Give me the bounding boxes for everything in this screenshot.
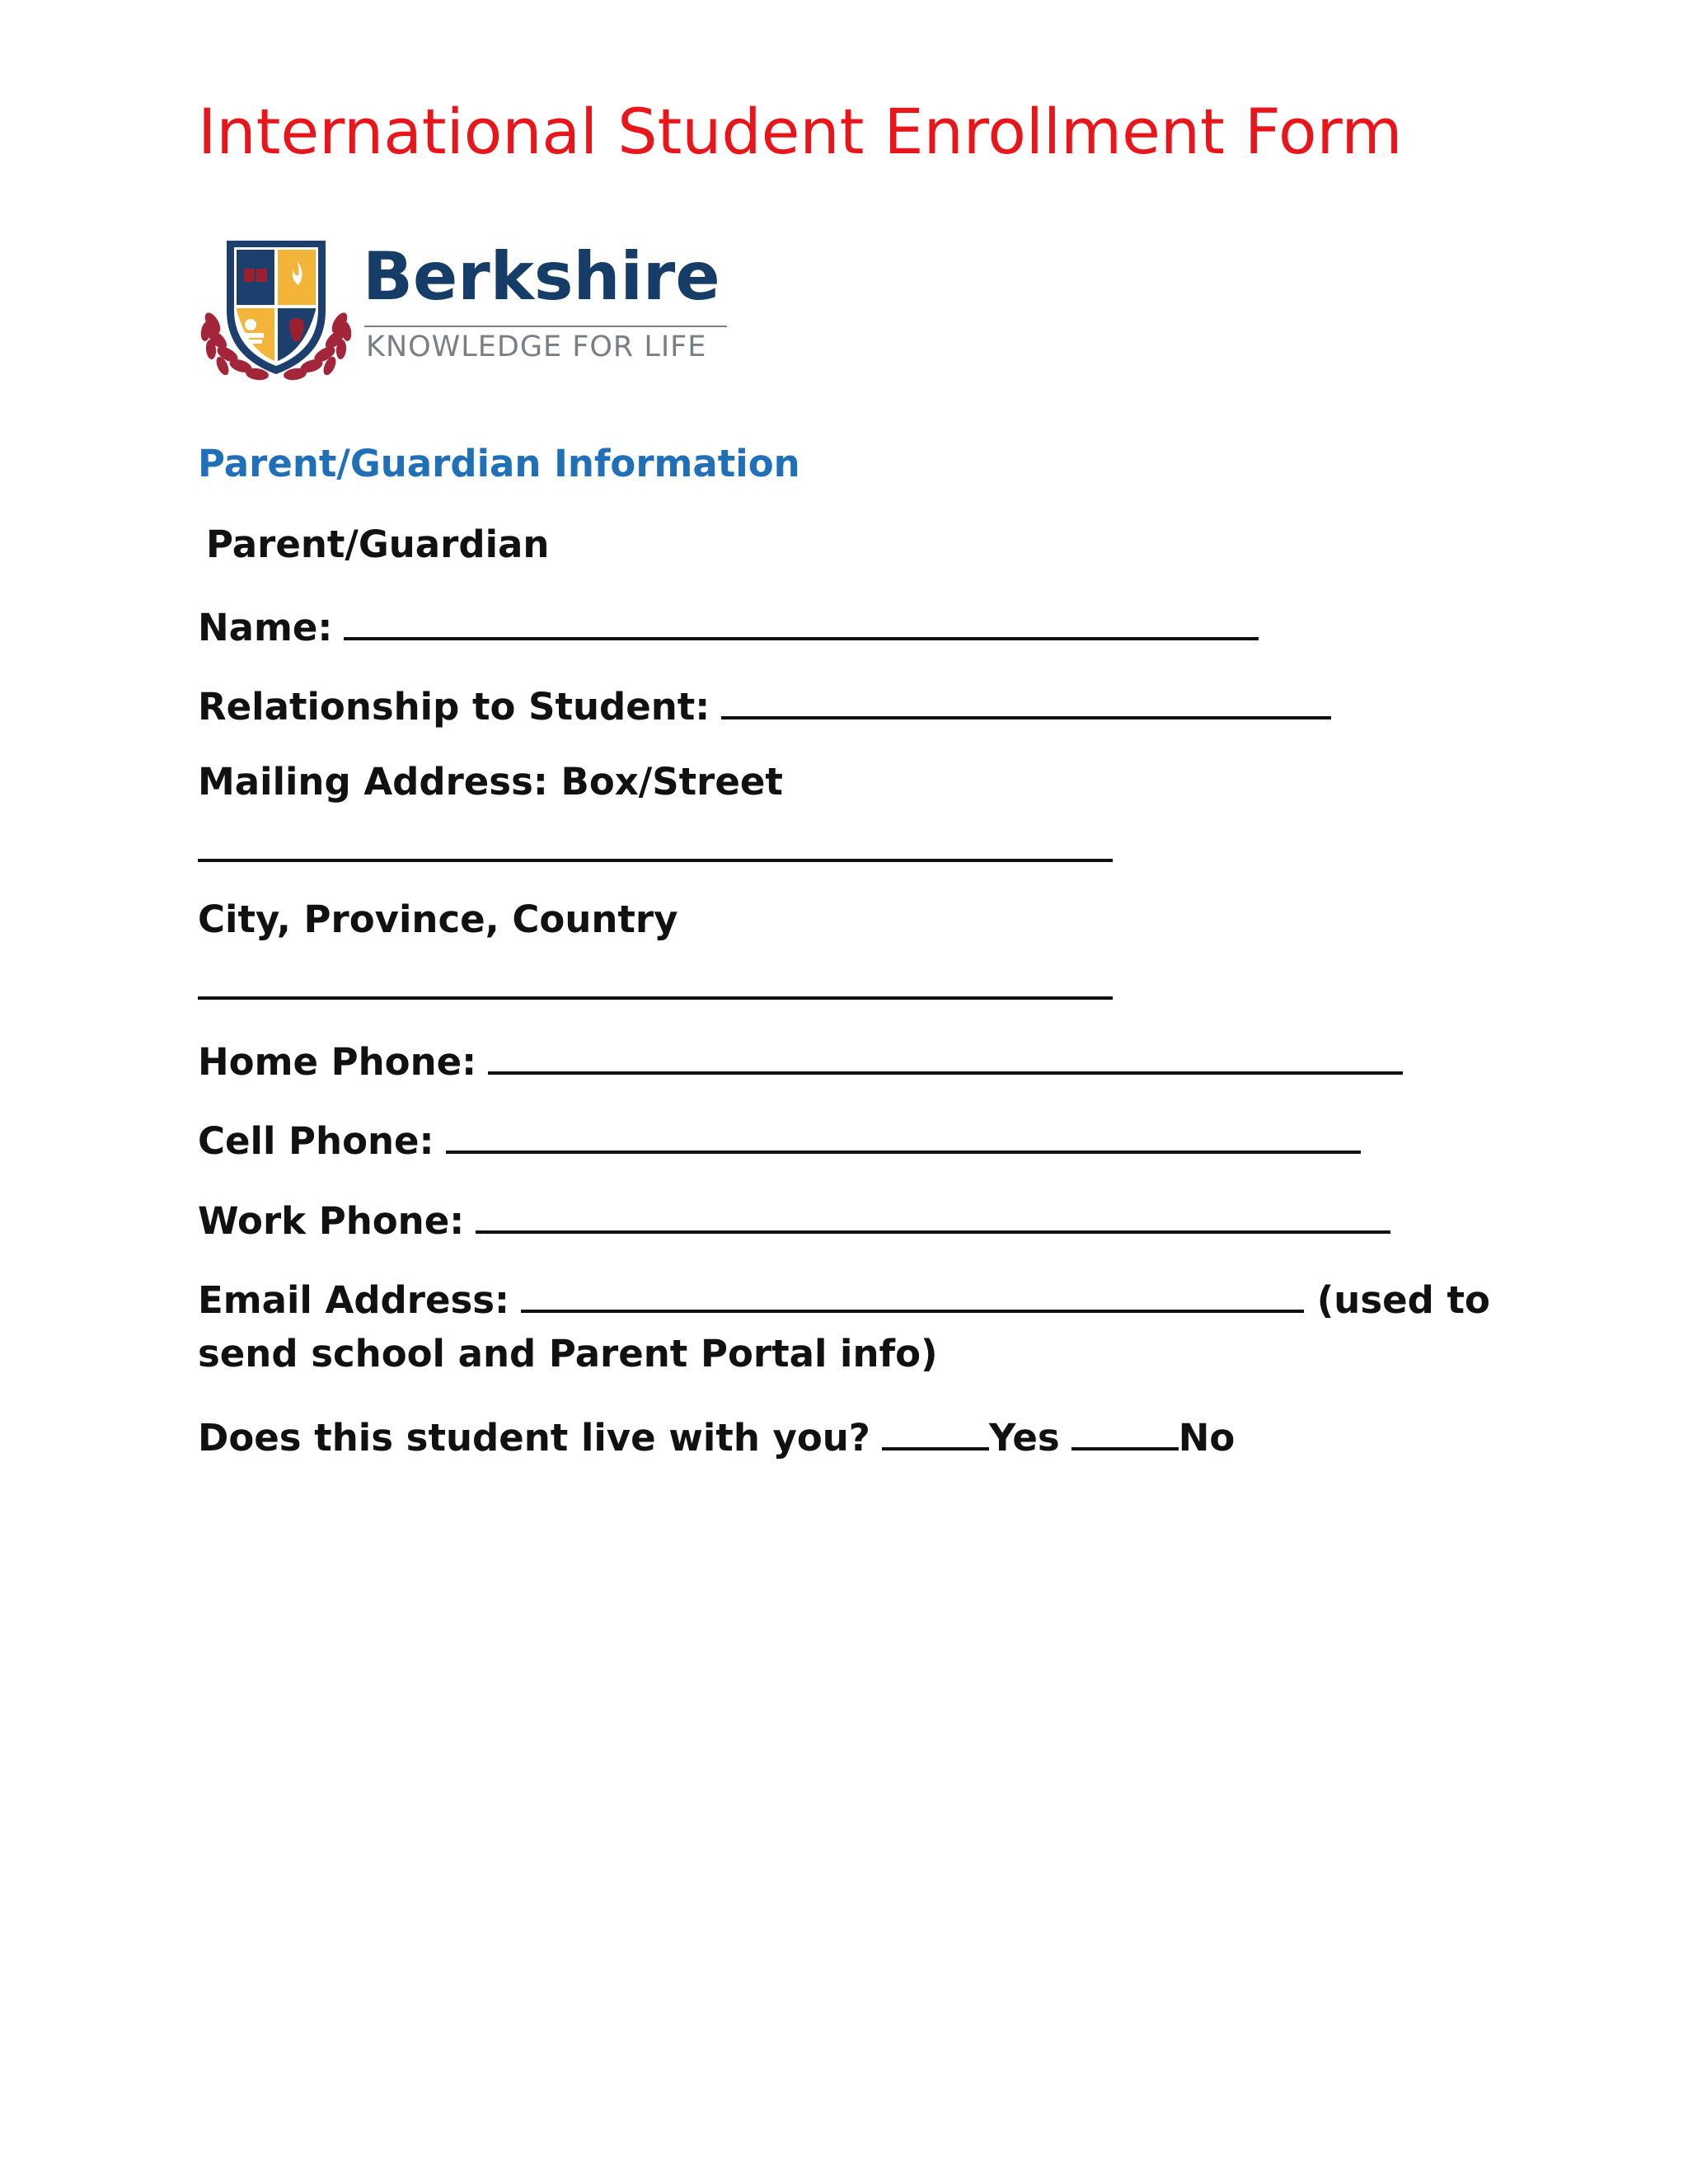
name-row bbox=[198, 604, 1259, 649]
name-field[interactable] bbox=[344, 604, 1259, 640]
logo-name: Berkshire bbox=[363, 238, 720, 315]
city-field[interactable] bbox=[198, 963, 1113, 1000]
no-field[interactable] bbox=[1071, 1414, 1179, 1451]
work-phone-label: Work Phone: bbox=[198, 1199, 465, 1243]
yes-field[interactable] bbox=[882, 1414, 989, 1451]
relationship-label: Relationship to Student: bbox=[198, 685, 710, 729]
work-phone-row bbox=[198, 1197, 1390, 1243]
email-row bbox=[198, 1277, 1490, 1322]
mailing-address-field[interactable] bbox=[198, 826, 1113, 862]
parent-guardian-label: Parent/Guardian bbox=[206, 523, 550, 566]
relationship-row bbox=[198, 683, 1331, 729]
name-label: Name: bbox=[198, 606, 333, 649]
email-label: Email Address: bbox=[198, 1278, 510, 1322]
cell-phone-field[interactable] bbox=[446, 1118, 1361, 1154]
city-label: City, Province, Country bbox=[198, 898, 678, 941]
logo-divider bbox=[364, 326, 727, 327]
lives-with-row bbox=[198, 1414, 1236, 1460]
email-note-continued: send school and Parent Portal info) bbox=[198, 1332, 938, 1376]
no-label: No bbox=[1178, 1416, 1236, 1460]
home-phone-field[interactable] bbox=[488, 1038, 1403, 1075]
yes-label: Yes bbox=[988, 1416, 1060, 1460]
logo-tagline: KNOWLEDGE FOR LIFE bbox=[366, 330, 707, 363]
lives-with-label: Does this student live with you? bbox=[198, 1416, 870, 1460]
mailing-address-label: Mailing Address: Box/Street bbox=[198, 760, 783, 804]
document-title: International Student Enrollment Form bbox=[198, 95, 1403, 168]
city-row bbox=[198, 963, 1113, 1005]
section-heading: Parent/Guardian Information bbox=[198, 442, 800, 485]
email-field[interactable] bbox=[521, 1277, 1304, 1313]
home-phone-row bbox=[198, 1038, 1403, 1084]
school-crest-icon bbox=[198, 232, 354, 389]
cell-phone-row bbox=[198, 1118, 1361, 1163]
relationship-field[interactable] bbox=[721, 683, 1331, 719]
email-note: (used to bbox=[1316, 1278, 1490, 1322]
berkshire-logo bbox=[198, 232, 742, 389]
cell-phone-label: Cell Phone: bbox=[198, 1119, 434, 1163]
mailing-address-row bbox=[198, 826, 1113, 868]
work-phone-field[interactable] bbox=[476, 1197, 1390, 1234]
home-phone-label: Home Phone: bbox=[198, 1040, 477, 1084]
